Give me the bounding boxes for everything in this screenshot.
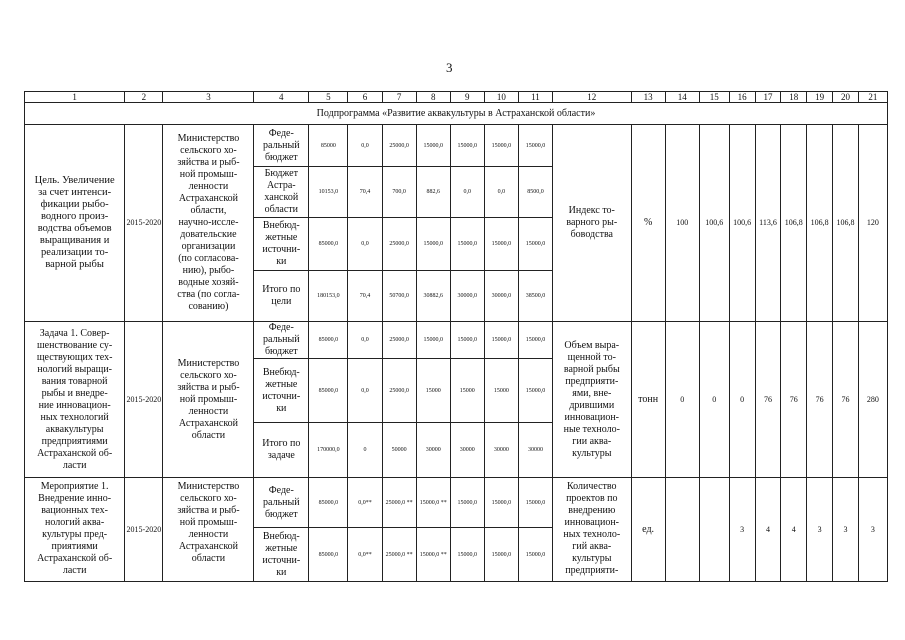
text-line: ки xyxy=(276,566,287,578)
target-value-cell: 100,6 xyxy=(729,125,755,322)
text-line: сельского хо- xyxy=(180,145,237,156)
text-line: цели xyxy=(271,296,292,307)
funding-value-cell: 0,0 xyxy=(348,125,382,167)
funding-value-cell: 15000,0 ** xyxy=(416,478,450,528)
column-number-20: 20 xyxy=(833,92,859,103)
text-line: инновацион- xyxy=(564,411,620,423)
table-row xyxy=(25,322,888,359)
text-line: водные хозяй- xyxy=(178,277,239,288)
funding-source-cell xyxy=(254,322,309,359)
funding-value-cell: 15000,0 xyxy=(518,359,552,423)
text-line: Министерство xyxy=(177,133,240,144)
funding-value-cell: 25000,0 xyxy=(382,125,416,167)
text-line: Бюджет xyxy=(264,168,298,179)
text-line: Итого по xyxy=(262,438,301,449)
text-line: Министерство xyxy=(177,357,240,369)
funding-value-cell: 30000 xyxy=(416,423,450,478)
target-value-cell: 100,6 xyxy=(699,125,729,322)
text-line: культуры xyxy=(572,447,612,459)
column-number-1: 1 xyxy=(25,92,125,103)
text-line: Феде- xyxy=(268,484,294,496)
funding-value-cell: 170000,0 xyxy=(309,423,348,478)
funding-value-cell: 30000 xyxy=(518,423,552,478)
funding-value-cell: 70,4 xyxy=(348,167,382,218)
text-line: ки xyxy=(276,256,287,267)
target-value-cell: 76 xyxy=(807,322,833,478)
funding-source-cell xyxy=(254,167,309,218)
text-line: организации xyxy=(181,241,236,252)
text-line: (по согласова- xyxy=(178,253,239,264)
funding-value-cell: 30000 xyxy=(450,423,484,478)
text-line: Мероприятие 1. xyxy=(40,481,109,492)
target-value-cell: 106,8 xyxy=(781,125,807,322)
target-value-cell: 106,8 xyxy=(807,125,833,322)
subprogram-row xyxy=(25,103,888,125)
text-line: варного ры- xyxy=(566,217,618,228)
text-line: Внебюд- xyxy=(262,530,300,542)
funding-value-cell: 700,0 xyxy=(382,167,416,218)
text-line: Астраханской об- xyxy=(37,553,113,564)
target-value-cell: 100 xyxy=(665,125,699,322)
text-line: Астраханской об- xyxy=(37,447,113,459)
funding-value-cell: 8500,0 xyxy=(518,167,552,218)
text-line: зяйства и рыб- xyxy=(177,381,240,393)
funding-value-cell: 15000,0 xyxy=(484,322,518,359)
text-line: задаче xyxy=(267,450,295,461)
text-line: области, xyxy=(190,205,227,216)
text-line: ральный xyxy=(263,139,300,151)
funding-value-cell: 30000,0 xyxy=(450,271,484,322)
funding-value-cell: 15000,0 xyxy=(450,218,484,271)
text-line: нологий выращи- xyxy=(37,363,113,375)
column-number-6: 6 xyxy=(348,92,382,103)
text-line: Внебюд- xyxy=(262,366,300,378)
text-line: культуры xyxy=(572,553,612,564)
funding-value-cell: 70,4 xyxy=(348,271,382,322)
table-row xyxy=(25,125,888,167)
text-line: зяйства и рыб- xyxy=(177,505,240,516)
text-line: Итого по xyxy=(262,284,301,295)
funding-value-cell: 15000,0 xyxy=(416,322,450,359)
text-line: ленности xyxy=(188,529,229,540)
funding-value-cell: 15000 xyxy=(416,359,450,423)
text-line: бюджет xyxy=(264,151,298,163)
text-line: источни- xyxy=(262,554,301,566)
text-line: ханской xyxy=(264,192,299,203)
funding-value-cell: 15000,0 xyxy=(450,478,484,528)
column-number-18: 18 xyxy=(781,92,807,103)
target-value-cell: 3 xyxy=(807,478,833,582)
target-value-cell: 3 xyxy=(729,478,755,582)
target-value-cell: 280 xyxy=(858,322,887,478)
text-line: ленности xyxy=(188,405,229,417)
text-line: выращивания и xyxy=(39,235,110,246)
text-line: щенной то- xyxy=(567,351,616,363)
text-line: ласти xyxy=(62,565,87,576)
column-number-8: 8 xyxy=(416,92,450,103)
funding-value-cell: 15000,0 xyxy=(518,528,552,582)
period: 2015-2020 xyxy=(126,218,162,227)
funding-value-cell: 0,0 xyxy=(348,359,382,423)
funding-value-cell: 15000,0 xyxy=(416,218,450,271)
funding-value-cell: 0,0 xyxy=(484,167,518,218)
funding-value-cell: 10153,0 xyxy=(309,167,348,218)
target-value-cell xyxy=(665,478,699,582)
text-line: нию), рыбо- xyxy=(182,265,235,276)
funding-value-cell: 0 xyxy=(348,423,382,478)
column-number-7: 7 xyxy=(382,92,416,103)
target-value-cell: 0 xyxy=(729,322,755,478)
column-number-16: 16 xyxy=(729,92,755,103)
text-line: шенствование су- xyxy=(36,339,113,351)
text-line: ществующих тех- xyxy=(36,351,113,363)
text-line: варной рыбы xyxy=(45,259,104,270)
text-line: области xyxy=(264,204,299,215)
period-cell xyxy=(125,125,163,322)
funding-value-cell: 85000,0 xyxy=(309,322,348,359)
funding-value-cell: 0,0** xyxy=(348,478,382,528)
table-row xyxy=(25,478,888,528)
period: 2015-2020 xyxy=(126,524,162,534)
text-line: культуры пред- xyxy=(42,529,108,540)
subprogram-title: Подпрограмма «Развитие аквакультуры в Астраханской области» xyxy=(25,103,888,125)
text-line: Феде- xyxy=(268,127,294,139)
text-line: области xyxy=(191,553,226,564)
column-number-12: 12 xyxy=(553,92,632,103)
text-line: сельского хо- xyxy=(180,493,237,504)
unit-cell: % xyxy=(631,125,665,322)
text-line: гий аква- xyxy=(572,541,612,552)
text-line: ленности xyxy=(188,181,229,192)
funding-source-cell xyxy=(254,271,309,322)
column-number-21: 21 xyxy=(858,92,887,103)
period-cell xyxy=(125,478,163,582)
funding-source-cell xyxy=(254,528,309,582)
text-line: Внебюд- xyxy=(262,220,300,231)
target-value-cell: 113,6 xyxy=(755,125,781,322)
text-line: научно-иссле- xyxy=(178,217,239,228)
column-number-5: 5 xyxy=(309,92,348,103)
text-line: водства объемов xyxy=(37,223,112,234)
text-line: Астраханской xyxy=(178,417,239,429)
funding-value-cell: 25000,0 xyxy=(382,322,416,359)
funding-value-cell: 15000,0 xyxy=(484,528,518,582)
text-line: жетные xyxy=(265,378,298,390)
unit-cell: ед. xyxy=(631,478,665,582)
funding-value-cell: 0,0** xyxy=(348,528,382,582)
target-value-cell: 3 xyxy=(833,478,859,582)
indicator-cell xyxy=(553,125,632,322)
funding-value-cell: 15000 xyxy=(450,359,484,423)
funding-value-cell: 15000,0 xyxy=(518,478,552,528)
funding-value-cell: 50000 xyxy=(382,423,416,478)
funding-value-cell: 180153,0 xyxy=(309,271,348,322)
column-number-4: 4 xyxy=(254,92,309,103)
target-value-cell: 3 xyxy=(858,478,887,582)
funding-value-cell: 15000,0 xyxy=(450,125,484,167)
text-line: варной рыбы xyxy=(563,363,620,375)
page-number: 3 xyxy=(446,60,453,75)
funding-value-cell: 15000,0 xyxy=(518,322,552,359)
text-line: фикации рыбо- xyxy=(40,199,109,210)
funding-value-cell: 85000,0 xyxy=(309,359,348,423)
funding-value-cell: 0,0 xyxy=(450,167,484,218)
funding-value-cell: 15000 xyxy=(484,359,518,423)
funding-source-cell xyxy=(254,478,309,528)
funding-value-cell: 15000,0 xyxy=(518,125,552,167)
unit-cell: тонн xyxy=(631,322,665,478)
column-number-19: 19 xyxy=(807,92,833,103)
text-line: водного произ- xyxy=(40,211,109,222)
text-line: жетные xyxy=(265,542,298,554)
target-value-cell: 76 xyxy=(833,322,859,478)
funding-value-cell: 0,0 xyxy=(348,218,382,271)
target-value-cell: 106,8 xyxy=(833,125,859,322)
column-number-11: 11 xyxy=(518,92,552,103)
text-line: Задача 1. Совер- xyxy=(39,327,110,339)
funding-value-cell: 15000,0 xyxy=(416,125,450,167)
indicator-cell xyxy=(553,322,632,478)
text-line: ние инновацион- xyxy=(38,399,111,411)
text-line: ральный xyxy=(263,496,300,508)
funding-value-cell: 38500,0 xyxy=(518,271,552,322)
text-line: Астраханской xyxy=(178,541,239,552)
text-line: жетные xyxy=(265,232,298,243)
text-line: внедрению xyxy=(568,505,616,516)
text-line: реализации то- xyxy=(41,247,109,258)
funding-value-cell: 25000,0 xyxy=(382,359,416,423)
measure-1-name-cell xyxy=(25,478,125,582)
text-line: ные техноло- xyxy=(563,423,620,435)
funding-value-cell: 30000 xyxy=(484,423,518,478)
executor-cell xyxy=(163,322,254,478)
text-line: проектов по xyxy=(566,493,618,504)
text-line: ки xyxy=(276,402,287,414)
funding-value-cell: 85000,0 xyxy=(309,478,348,528)
text-line: ной промыш- xyxy=(179,517,238,528)
text-line: ями, вне- xyxy=(572,387,612,399)
funding-value-cell: 30000,0 xyxy=(484,271,518,322)
funding-value-cell: 15000,0 xyxy=(450,528,484,582)
text-line: зяйства и рыб- xyxy=(177,157,240,168)
column-number-3: 3 xyxy=(163,92,254,103)
text-line: довательские xyxy=(180,229,237,240)
funding-value-cell: 30882,6 xyxy=(416,271,450,322)
period: 2015-2020 xyxy=(126,394,162,404)
task-1-name-cell xyxy=(25,322,125,478)
funding-value-cell: 15000,0 xyxy=(484,125,518,167)
text-line: сованию) xyxy=(188,301,229,312)
target-value-cell xyxy=(699,478,729,582)
funding-value-cell: 15000,0 xyxy=(484,478,518,528)
text-line: бюджет xyxy=(264,508,298,520)
text-line: вания товарной xyxy=(41,375,108,387)
funding-source-cell xyxy=(254,359,309,423)
funding-value-cell: 25000,0 xyxy=(382,218,416,271)
funding-source-cell xyxy=(254,423,309,478)
column-number-17: 17 xyxy=(755,92,781,103)
funding-value-cell: 15000,0 xyxy=(450,322,484,359)
text-line: вационных тех- xyxy=(41,505,108,516)
text-line: Внедрение инно- xyxy=(38,493,112,504)
text-line: аквакультуры xyxy=(45,423,104,435)
executor-cell xyxy=(163,478,254,582)
target-value-cell: 4 xyxy=(755,478,781,582)
target-value-cell: 76 xyxy=(781,322,807,478)
text-line: предприяти- xyxy=(565,375,619,387)
text-line: ральный xyxy=(263,334,300,345)
text-line: боводства xyxy=(570,229,613,240)
text-line: Министерство xyxy=(177,481,240,492)
target-value-cell: 76 xyxy=(755,322,781,478)
funding-source-cell xyxy=(254,125,309,167)
text-line: Феде- xyxy=(268,322,294,333)
text-line: ной промыш- xyxy=(179,393,238,405)
funding-value-cell: 882,6 xyxy=(416,167,450,218)
text-line: области xyxy=(191,429,226,441)
funding-value-cell: 25000,0 ** xyxy=(382,478,416,528)
executor-cell xyxy=(163,125,254,322)
text-line: Индекс то- xyxy=(568,205,615,216)
text-line: Объем выра- xyxy=(564,339,620,351)
text-line: Астраханской xyxy=(178,193,239,204)
period-cell xyxy=(125,322,163,478)
subprogram-table xyxy=(24,91,888,582)
text-line: дрившими xyxy=(569,399,615,411)
indicator-cell xyxy=(553,478,632,582)
column-number-10: 10 xyxy=(484,92,518,103)
target-value-cell: 0 xyxy=(665,322,699,478)
text-line: ной промыш- xyxy=(179,169,238,180)
text-line: предприяти- xyxy=(565,565,619,576)
header-row xyxy=(25,92,888,103)
column-number-15: 15 xyxy=(699,92,729,103)
text-line: инновацион- xyxy=(564,517,620,528)
text-line: рыбы и внедре- xyxy=(41,387,108,399)
funding-value-cell: 85000,0 xyxy=(309,528,348,582)
funding-value-cell: 85000 xyxy=(309,125,348,167)
text-line: Количество xyxy=(567,481,617,492)
text-line: за счет интенси- xyxy=(38,187,112,198)
goal-name-cell xyxy=(25,125,125,322)
text-line: нологий аква- xyxy=(45,517,105,528)
funding-value-cell: 15000,0 xyxy=(518,218,552,271)
text-line: ласти xyxy=(62,459,87,471)
funding-value-cell: 50700,0 xyxy=(382,271,416,322)
funding-value-cell: 15000,0 xyxy=(484,218,518,271)
text-line: сельского хо- xyxy=(180,369,237,381)
funding-value-cell: 0,0 xyxy=(348,322,382,359)
text-line: приятиями xyxy=(51,541,98,552)
funding-value-cell: 25000,0 ** xyxy=(382,528,416,582)
text-line: Астра- xyxy=(266,180,296,191)
text-line: источни- xyxy=(262,390,301,402)
funding-value-cell: 85000,0 xyxy=(309,218,348,271)
target-value-cell: 120 xyxy=(858,125,887,322)
text-line: бюджет xyxy=(264,346,298,357)
column-number-9: 9 xyxy=(450,92,484,103)
column-number-14: 14 xyxy=(665,92,699,103)
text-line: предприятиями xyxy=(41,435,108,447)
text-line: источни- xyxy=(262,244,301,255)
column-number-13: 13 xyxy=(631,92,665,103)
text-line: ства (по согла- xyxy=(177,289,240,300)
column-number-2: 2 xyxy=(125,92,163,103)
text-line: Цель. Увеличение xyxy=(34,175,115,186)
target-value-cell: 4 xyxy=(781,478,807,582)
funding-value-cell: 15000,0 ** xyxy=(416,528,450,582)
target-value-cell: 0 xyxy=(699,322,729,478)
text-line: гии аква- xyxy=(572,435,612,447)
funding-source-cell xyxy=(254,218,309,271)
text-line: ных техноло- xyxy=(563,529,621,540)
text-line: ных технологий xyxy=(40,411,109,423)
